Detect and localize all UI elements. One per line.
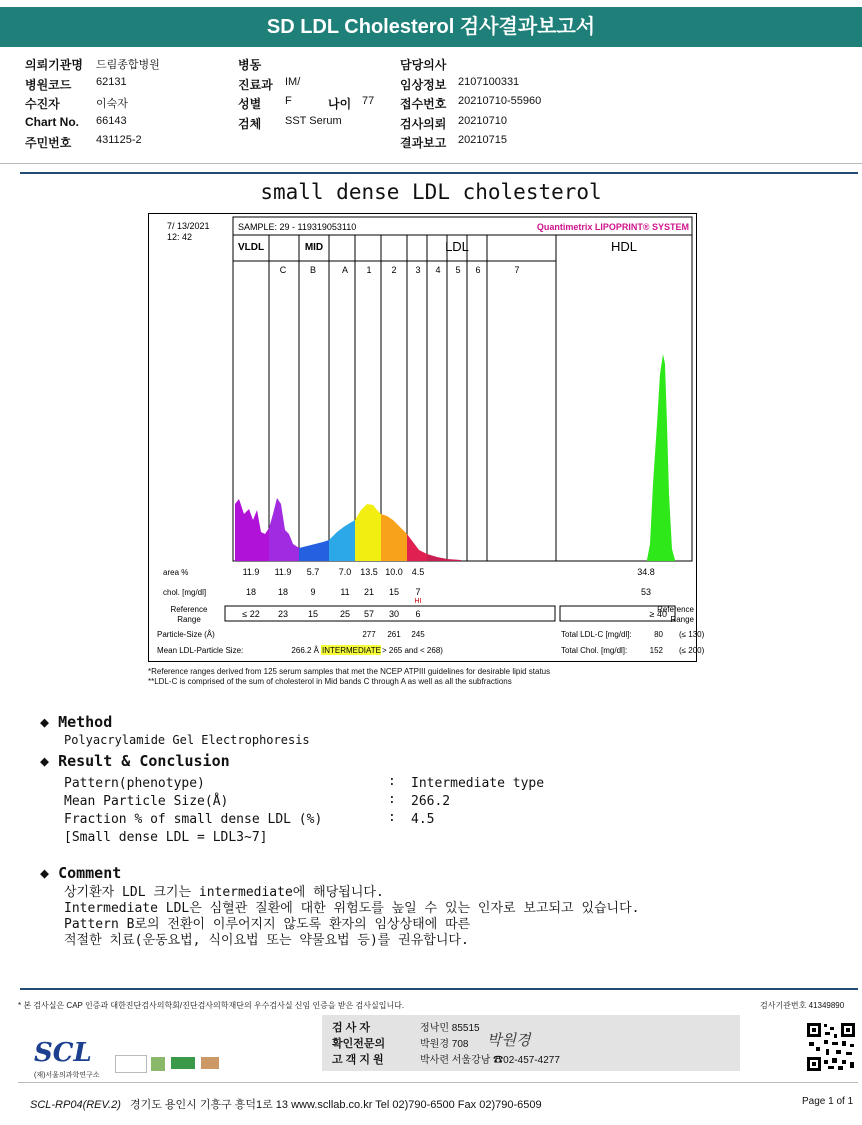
ref-label-left-2: Range — [177, 615, 201, 624]
comment-heading-text: Comment — [58, 864, 122, 882]
ref-value-4: 57 — [363, 609, 375, 619]
ref-label-right-2: Range — [670, 615, 694, 624]
staff-value-support: 박사련 서울강남 ☎02-457-4277 — [420, 1055, 560, 1066]
page-number: Page 1 of 1 — [802, 1096, 854, 1107]
eqa-logo-icon — [171, 1057, 195, 1069]
area-value-2: 5.7 — [306, 567, 320, 577]
result-colon-3: : — [388, 810, 396, 825]
footer-bottom-divider — [18, 1082, 858, 1083]
header-value-department: IM/ — [285, 76, 301, 88]
total-ldl-range: (≤ 130) — [679, 630, 705, 639]
area-value-4: 13.5 — [360, 567, 378, 577]
band-labels — [280, 265, 520, 275]
ref-value-2: 15 — [307, 609, 319, 619]
scl-logo — [34, 1038, 100, 1080]
header-label-chart-no: Chart No. — [25, 115, 79, 129]
band-label-A: A — [341, 265, 349, 275]
total-ldl-label: Total LDL-C [mg/dl]: — [561, 630, 632, 639]
footer-divider — [20, 988, 858, 990]
plot-frame — [233, 217, 692, 561]
qr-code-icon — [806, 1022, 856, 1072]
particle-size-label: Particle-Size (Å) — [157, 630, 215, 639]
group-label-vldl: VLDL — [237, 242, 265, 253]
chol-value-5: 15 — [388, 587, 400, 597]
ldl3-peak — [407, 534, 427, 561]
mean-size-class: INTERMEDIATE — [322, 646, 381, 655]
diamond-bullet-icon: ◆ — [40, 864, 59, 882]
result-value-mean-size: 266.2 — [411, 794, 451, 809]
band-label-B: B — [309, 265, 317, 275]
result-value-pattern: Intermediate type — [411, 776, 545, 791]
ref-label-right-1: Reference — [657, 605, 694, 614]
staff-role-reviewer: 확인전문의 — [332, 1038, 386, 1050]
cap-logo-icon — [115, 1055, 147, 1073]
particle-value-0: 277 — [362, 630, 376, 639]
ldl4-peak — [427, 554, 461, 561]
area-row-label: area % — [163, 568, 189, 577]
header-value-patient: 이숙자 — [96, 98, 128, 110]
chol-value-4: 21 — [363, 587, 375, 597]
result-heading — [40, 752, 230, 770]
group-label-hdl: HDL — [610, 239, 638, 254]
group-label-mid: MID — [304, 242, 324, 253]
ref-value-6: 6 — [415, 609, 421, 619]
diamond-bullet-icon: ◆ — [40, 752, 59, 770]
particle-value-1: 261 — [387, 630, 401, 639]
comment-line-4: 적절한 치료(운동요법, 식이요법 또는 약물요법 등)를 권유합니다. — [64, 933, 469, 948]
header-value-clinical-info: 2107100331 — [458, 76, 520, 88]
header-value-sex: F — [285, 95, 292, 107]
header-value-age: 77 — [362, 95, 375, 107]
ref-value-5: 30 — [388, 609, 400, 619]
comment-heading — [40, 864, 121, 882]
comment-line-2: Intermediate LDL은 심혈관 질환에 대한 위험도를 높일 수 있는 인자로 보고되고 있습니다. — [64, 901, 640, 916]
area-value-3: 7.0 — [338, 567, 352, 577]
mid-a-peak — [329, 520, 355, 561]
mid-c-peak — [269, 498, 299, 561]
diamond-bullet-icon: ◆ — [40, 713, 59, 731]
ref-value-0: ≤ 22 — [242, 609, 260, 619]
chol-value-2: 9 — [310, 587, 316, 597]
comment-line-3: Pattern B로의 전환이 이루어지지 않도록 환자의 임상상태에 따른 — [64, 917, 471, 932]
band-label-4: 4 — [435, 265, 441, 275]
area-value-1: 11.9 — [274, 567, 292, 577]
chart-footnote-1: *Reference ranges derived from 125 serum samples that met the NCEP ATPIII guidelines for desirable lipid status — [148, 667, 551, 676]
band-label-5: 5 — [455, 265, 461, 275]
result-colon-1: : — [388, 774, 396, 789]
header-value-chart-no: 66143 — [96, 115, 127, 127]
vldl-peak — [235, 499, 269, 561]
hdl-chol-value: 53 — [640, 587, 652, 597]
header-value-hospital-code: 62131 — [96, 76, 127, 88]
header-label-resident-no: 주민번호 — [25, 136, 72, 150]
ref-value-3: 25 — [339, 609, 351, 619]
result-label-fraction: Fraction % of small dense LDL (%) — [64, 812, 323, 827]
method-heading-text: Method — [58, 713, 113, 731]
header-label-receipt-no: 접수번호 — [400, 97, 447, 111]
lipoprint-chart — [148, 213, 705, 662]
group-label-ldl: LDL — [445, 239, 469, 254]
mean-size-label: Mean LDL-Particle Size: — [157, 646, 244, 655]
chart-title: small dense LDL cholesterol — [260, 180, 602, 204]
total-chol-range: (≤ 200) — [679, 646, 705, 655]
comment-line-1: 상기환자 LDL 크기는 intermediate에 해당됩니다. — [64, 885, 384, 900]
form-code-text: SCL-RP04(REV.2) — [30, 1099, 121, 1111]
header-value-resident-no: 431125-2 — [96, 134, 142, 146]
sample-id: SAMPLE: 29 - 119319053110 — [238, 222, 357, 232]
scl-logo-text: SCL — [34, 1038, 92, 1068]
agency-code: 검사기관번호 41349890 — [760, 1001, 845, 1010]
total-ldl-value: 80 — [654, 630, 663, 639]
ngs-logo-icon — [201, 1057, 219, 1069]
result-heading-text: Result & Conclusion — [58, 752, 230, 770]
mid-b-peak — [299, 540, 329, 561]
ldl1-peak — [355, 504, 381, 561]
ref-label-left-1: Reference — [170, 605, 208, 614]
area-value-6: 4.5 — [411, 567, 425, 577]
ref-value-1: 23 — [277, 609, 289, 619]
staff-role-tester: 검 사 자 — [332, 1022, 370, 1034]
header-value-specimen: SST Serum — [285, 115, 342, 127]
header-value-hospital: 드림종합병원 — [96, 59, 160, 71]
section-divider-top — [20, 172, 858, 174]
hi-flag: HI — [414, 598, 422, 605]
chol-value-3: 11 — [340, 587, 350, 597]
form-code — [30, 1096, 542, 1112]
header-label-department: 진료과 — [238, 78, 273, 92]
mean-size-range: > 265 and < 268) — [382, 646, 443, 655]
staff-box — [322, 1015, 740, 1071]
header-label-request-date: 검사의뢰 — [400, 117, 447, 131]
band-label-1: 1 — [366, 265, 372, 275]
result-label-mean-size: Mean Particle Size(Å) — [64, 794, 229, 809]
header-label-clinical-info: 임상정보 — [400, 78, 447, 92]
header-divider — [0, 163, 862, 164]
ldl2-peak — [381, 514, 407, 561]
hdl-area-value: 34.8 — [637, 567, 655, 577]
band-label-3: 3 — [415, 265, 421, 275]
result-label-pattern: Pattern(phenotype) — [64, 776, 205, 791]
header-label-patient: 수진자 — [25, 97, 60, 111]
ref-row — [242, 609, 420, 619]
staff-value-tester: 정낙민 85515 — [420, 1023, 480, 1034]
staff-value-reviewer: 박원경 708 — [420, 1039, 469, 1050]
staff-role-support: 고 객 지 원 — [332, 1054, 384, 1066]
lh-logo-icon — [151, 1057, 165, 1071]
header-label-sex: 성별 — [238, 97, 262, 111]
area-row — [243, 567, 425, 577]
chart-date: 7/ 13/2021 — [167, 221, 210, 231]
cert-logos — [115, 1055, 225, 1075]
chol-value-1: 18 — [277, 587, 289, 597]
system-name: Quantimetrix LIPOPRINT® SYSTEM — [536, 222, 689, 232]
header-label-specimen: 검체 — [238, 117, 262, 131]
band-label-7: 7 — [514, 265, 520, 275]
band-divider-lines — [233, 235, 692, 561]
total-chol-value: 152 — [649, 646, 663, 655]
result-colon-2: : — [388, 792, 396, 807]
total-chol-label: Total Chol. [mg/dl]: — [561, 646, 628, 655]
header-label-ward: 병동 — [238, 58, 262, 72]
result-value-fraction: 4.5 — [411, 812, 435, 827]
method-heading — [40, 713, 112, 731]
header-value-receipt-no: 20210710-55960 — [458, 95, 542, 107]
header-label-hospital-code: 병원코드 — [25, 78, 72, 92]
header-label-doctor: 담당의사 — [400, 58, 447, 72]
band-label-2: 2 — [391, 265, 397, 275]
scl-logo-sub: (재)서울의과학연구소 — [34, 1072, 100, 1079]
report-title: SD LDL Cholesterol 검사결과보고서 — [0, 7, 862, 47]
hdl-peak — [647, 354, 675, 561]
hdl-ref-value: ≥ 40 — [649, 609, 667, 619]
band-label-6: 6 — [475, 265, 481, 275]
particle-value-2: 245 — [411, 630, 425, 639]
chol-value-0: 18 — [245, 587, 257, 597]
signature: 박원경 — [487, 1031, 531, 1049]
mean-size-value: 266.2 Å — [291, 646, 319, 655]
header-value-request-date: 20210710 — [458, 115, 507, 127]
header-label-age: 나이 — [328, 97, 352, 111]
header-label-hospital: 의뢰기관명 — [25, 58, 83, 72]
particle-row — [362, 630, 425, 639]
chol-value-6: 7 — [415, 587, 421, 597]
address: 경기도 용인시 기흥구 흥덕1로 13 www.scllab.co.kr Tel 02)790-6500 Fax 02)790-6509 — [129, 1099, 542, 1111]
area-value-0: 11.9 — [242, 567, 260, 577]
lipoprint-svg — [149, 214, 705, 661]
header-label-report-date: 결과보고 — [400, 136, 447, 150]
method-text: Polyacrylamide Gel Electrophoresis — [64, 733, 310, 747]
chol-row-label: chol. [mg/dl] — [163, 588, 207, 597]
chart-footnote-2: **LDL-C is comprised of the sum of cholesterol in Mid bands C through A as well as all the subfractions — [148, 677, 512, 686]
band-label-C: C — [279, 265, 287, 275]
chart-time: 12: 42 — [167, 232, 193, 242]
result-note: [Small dense LDL = LDL3~7] — [64, 830, 268, 845]
header-value-report-date: 20210715 — [458, 134, 507, 146]
cert-note: * 본 검사실은 CAP 인증과 대한진단검사의학회/진단검사의학재단의 우수검사실 신임 인증을 받은 검사실입니다. — [18, 1001, 405, 1010]
area-value-5: 10.0 — [385, 567, 403, 577]
chol-row — [246, 587, 421, 597]
electrophoresis-curves — [235, 354, 675, 561]
